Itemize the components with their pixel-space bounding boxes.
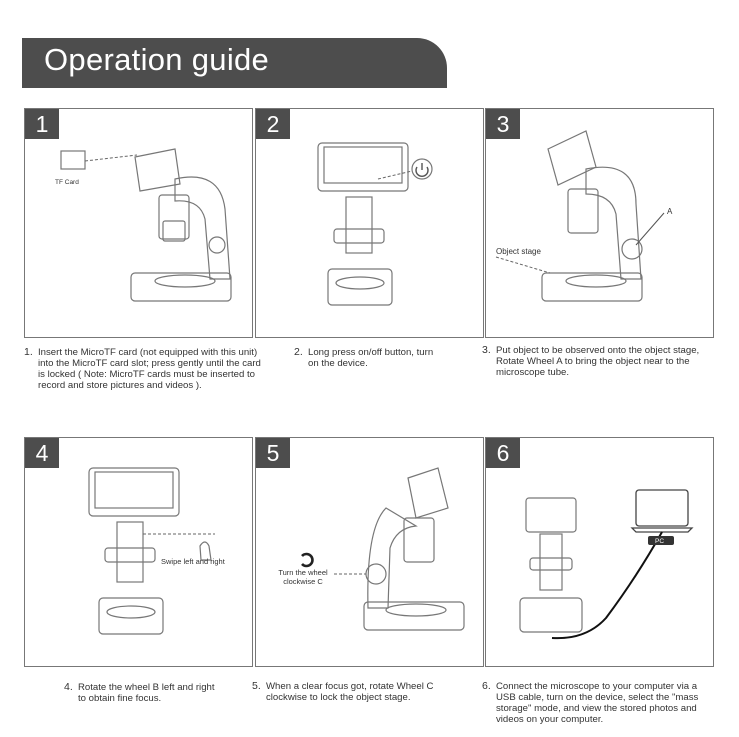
step-4-caption: 4. Rotate the wheel B left and right to obtain fine focus. [64,681,215,704]
microscope-side-illustration-3 [486,109,714,338]
step-3-number: 3 [486,109,520,139]
step-4-number: 4 [25,438,59,468]
microscope-side-illustration-5 [256,438,484,667]
step-1-caption: 1. Insert the MicroTF card (not equipped with this unit) into the MicroTF card slot; press gently until the card is locked ( Note: MicroTF cards must be inserted to record and store pictures and videos ). [24,346,261,391]
microscope-front-illustration-2 [256,109,484,338]
microscope-front-illustration-4 [25,438,253,667]
step-2-number: 2 [256,109,290,139]
step-3-panel [485,108,714,338]
step-6-number: 6 [486,438,520,468]
step-3-caption: 3. Put object to be observed onto the object stage, Rotate Wheel A to bring the object near to the microscope tube. [482,344,700,378]
step-1-panel [24,108,253,338]
step-2-panel [255,108,484,338]
step-6-caption: 6. Connect the microscope to your computer via a USB cable, turn on the device, select the "mass storage" mode, and view the stored photos and videos on your computer. [482,680,699,725]
step-5-caption: 5. When a clear focus got, rotate Wheel C clockwise to lock the object stage. [252,680,434,703]
laptop-icon [632,490,692,532]
microscope-side-illustration-1 [25,109,253,338]
swipe-label: Swipe left and right [161,557,225,566]
tf-card-label: TF Card [55,179,79,186]
header-banner [22,38,447,88]
turn-wheel-label: Turn the wheel clockwise C [278,568,328,586]
microscope-pc-connection-illustration [486,438,714,667]
rotate-clockwise-icon [302,554,312,566]
step-2-caption: 2. Long press on/off button, turn on the device. [294,346,434,369]
step-1-number: 1 [25,109,59,139]
page-title: Operation guide [44,42,270,77]
step-6-panel [485,437,714,667]
step-5-panel [255,437,484,667]
pc-label: PC [655,538,665,545]
object-stage-label: Object stage [496,247,541,256]
step-4-panel [24,437,253,667]
wheel-a-label: A [667,207,673,216]
step-5-number: 5 [256,438,290,468]
